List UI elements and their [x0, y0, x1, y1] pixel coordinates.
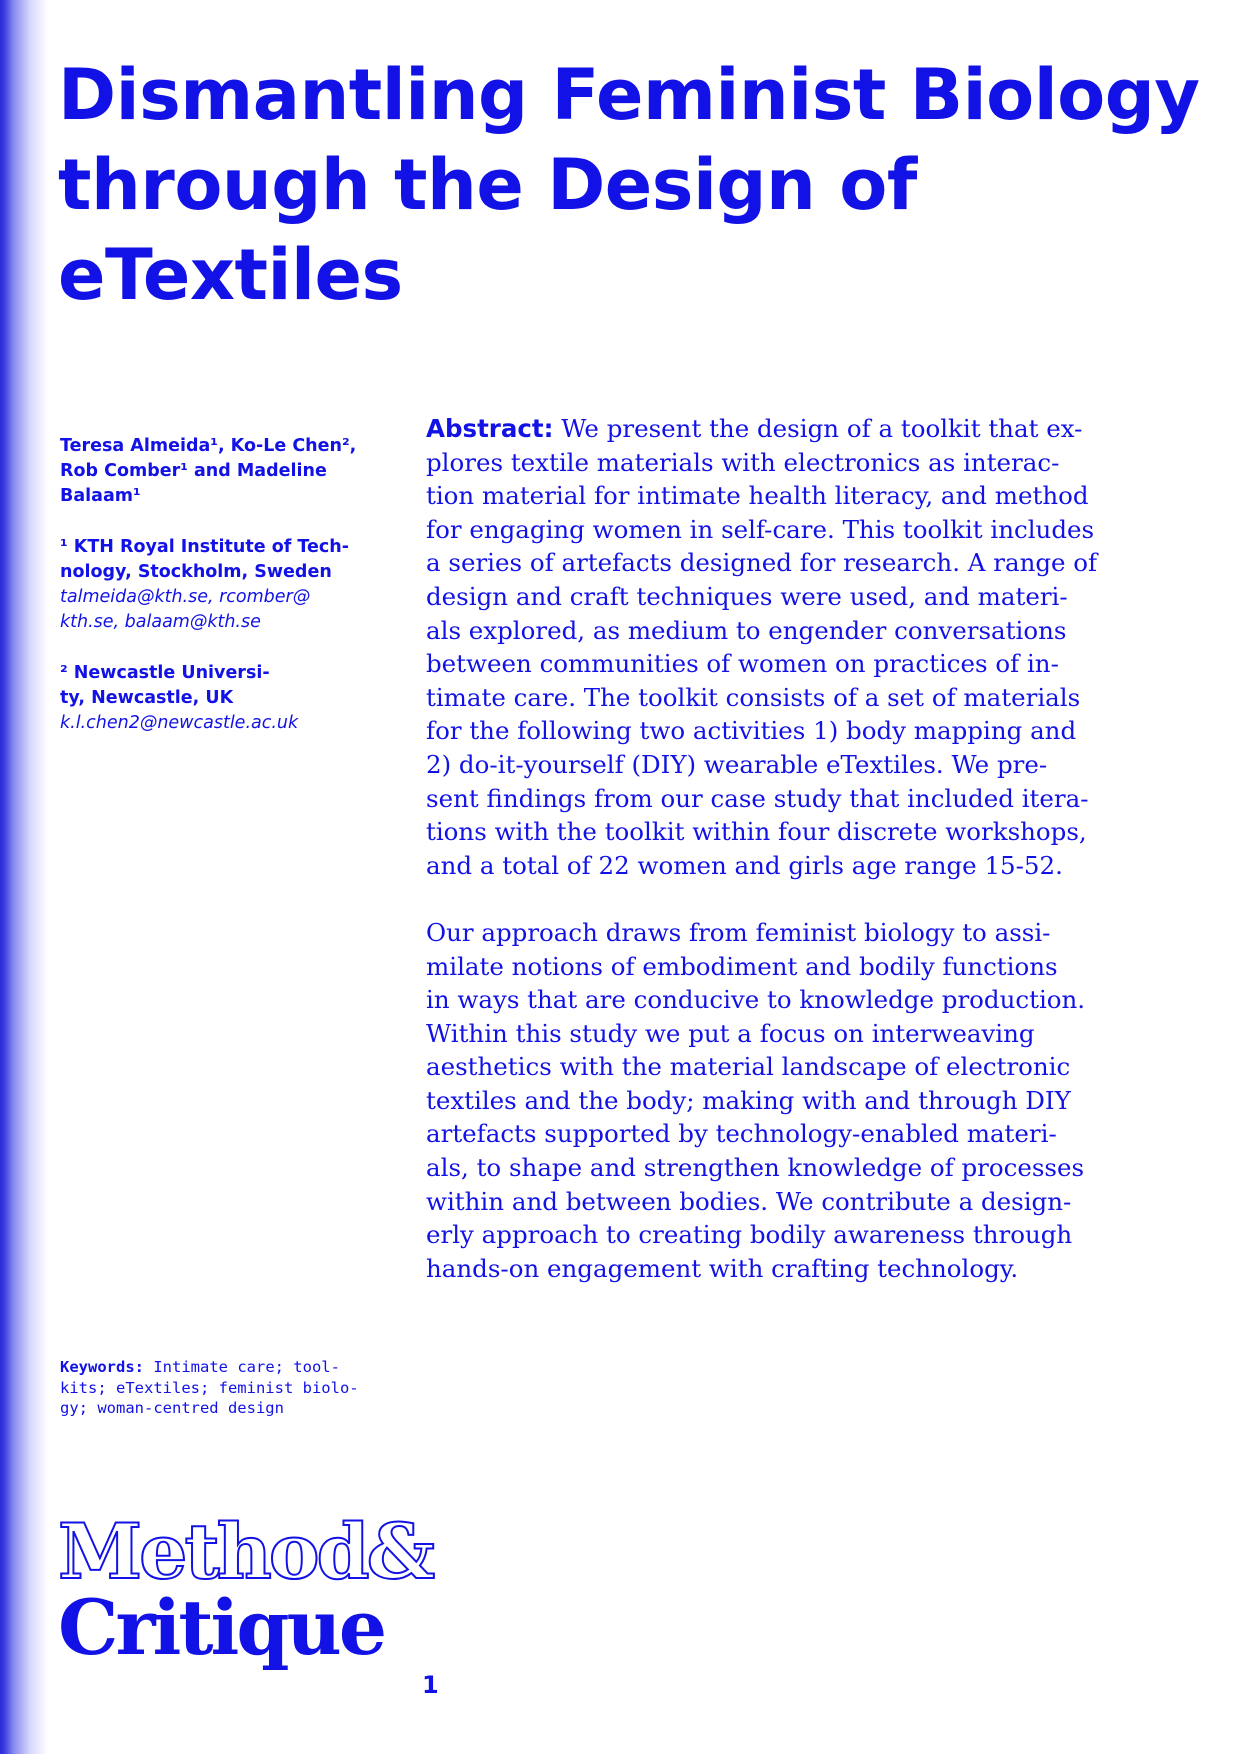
- abstract: [426, 412, 1186, 1285]
- abstract-line: Our approach draws from feminist biology to assi-: [426, 917, 1051, 947]
- author-line: Teresa Almeida¹, Ko-Le Chen²,: [60, 436, 357, 456]
- affiliation-newcastle: [60, 661, 380, 736]
- title-line: through the Design of: [58, 144, 917, 226]
- abstract-line: tions with the toolkit within four discrete workshops,: [426, 817, 1087, 847]
- logo-line-critique: Critique: [58, 1583, 385, 1672]
- abstract-line: artefacts supported by technology-enabled materi-: [426, 1119, 1057, 1149]
- author-list: [60, 434, 380, 509]
- abstract-line: for the following two activities 1) body mapping and: [426, 716, 1077, 746]
- abstract-line: between communities of women on practices of in-: [426, 649, 1059, 679]
- abstract-line: erly approach to creating bodily awareness through: [426, 1220, 1073, 1250]
- paper-title: [58, 50, 1200, 320]
- keywords-line: [60, 1357, 400, 1378]
- affiliation-line: ty, Newcastle, UK: [60, 688, 234, 708]
- abstract-line: for engaging women in self-care. This toolkit includes: [426, 514, 1095, 544]
- abstract-label: Abstract:: [426, 414, 554, 443]
- abstract-line: milate notions of embodiment and bodily functions: [426, 951, 1058, 981]
- affiliation-line: ¹ KTH Royal Institute of Tech-: [60, 537, 350, 557]
- affiliation-kth: [60, 535, 380, 635]
- abstract-line: 2) do-it-yourself (DIY) wearable eTextiles. We pre-: [426, 749, 1048, 779]
- abstract-line: als explored, as medium to engender conversations: [426, 615, 1067, 645]
- abstract-line: tion material for intimate health literacy, and method: [426, 481, 1089, 511]
- affiliation-email: talmeida@kth.se, rcomber@: [60, 587, 311, 607]
- left-edge-gradient: [0, 0, 48, 1754]
- author-line: Rob Comber¹ and Madeline: [60, 461, 327, 481]
- logo-line-method: Method&: [58, 1507, 433, 1596]
- abstract-line: sent findings from our case study that included itera-: [426, 783, 1089, 813]
- abstract-line: aesthetics with the material landscape of electronic: [426, 1052, 1071, 1082]
- affiliation-line: ² Newcastle Universi-: [60, 663, 270, 683]
- abstract-line: within and between bodies. We contribute a design-: [426, 1186, 1072, 1216]
- paragraph-gap: [426, 882, 1186, 916]
- title-line: Dismantling Feminist Biology: [58, 54, 1200, 136]
- page-number: 1: [422, 1671, 439, 1699]
- keywords-line-text: Intimate care; tool-: [144, 1358, 340, 1376]
- abstract-line: [426, 412, 1186, 446]
- keywords: [60, 1357, 400, 1419]
- abstract-line: als, to shape and strengthen knowledge of processes: [426, 1153, 1085, 1183]
- author-line: Balaam¹: [60, 486, 141, 506]
- keywords-line: kits; eTextiles; feminist biolo-: [60, 1378, 359, 1397]
- abstract-line-text: We present the design of a toolkit that ex-: [553, 414, 1083, 443]
- keywords-line: gy; woman-centred design: [60, 1399, 284, 1417]
- abstract-line: and a total of 22 women and girls age range 15-52.: [426, 850, 1063, 880]
- abstract-line: plores textile materials with electronics as interac-: [426, 447, 1060, 477]
- abstract-line: design and craft techniques were used, and materi-: [426, 581, 1068, 611]
- title-line: eTextiles: [58, 234, 403, 316]
- abstract-line: Within this study we put a focus on interweaving: [426, 1018, 1035, 1048]
- abstract-line: a series of artefacts designed for research. A range of: [426, 548, 1098, 578]
- affiliation-email: kth.se, balaam@kth.se: [60, 612, 261, 632]
- abstract-line: textiles and the body; making with and through DIY: [426, 1085, 1071, 1115]
- abstract-line: hands-on engagement with crafting technology.: [426, 1253, 1019, 1283]
- journal-logo: [58, 1507, 433, 1672]
- keywords-label: Keywords:: [60, 1358, 144, 1376]
- abstract-line: timate care. The toolkit consists of a set of materials: [426, 682, 1081, 712]
- affiliation-line: nology, Stockholm, Sweden: [60, 562, 332, 582]
- abstract-line: in ways that are conducive to knowledge production.: [426, 985, 1086, 1015]
- affiliation-email: k.l.chen2@newcastle.ac.uk: [60, 713, 299, 733]
